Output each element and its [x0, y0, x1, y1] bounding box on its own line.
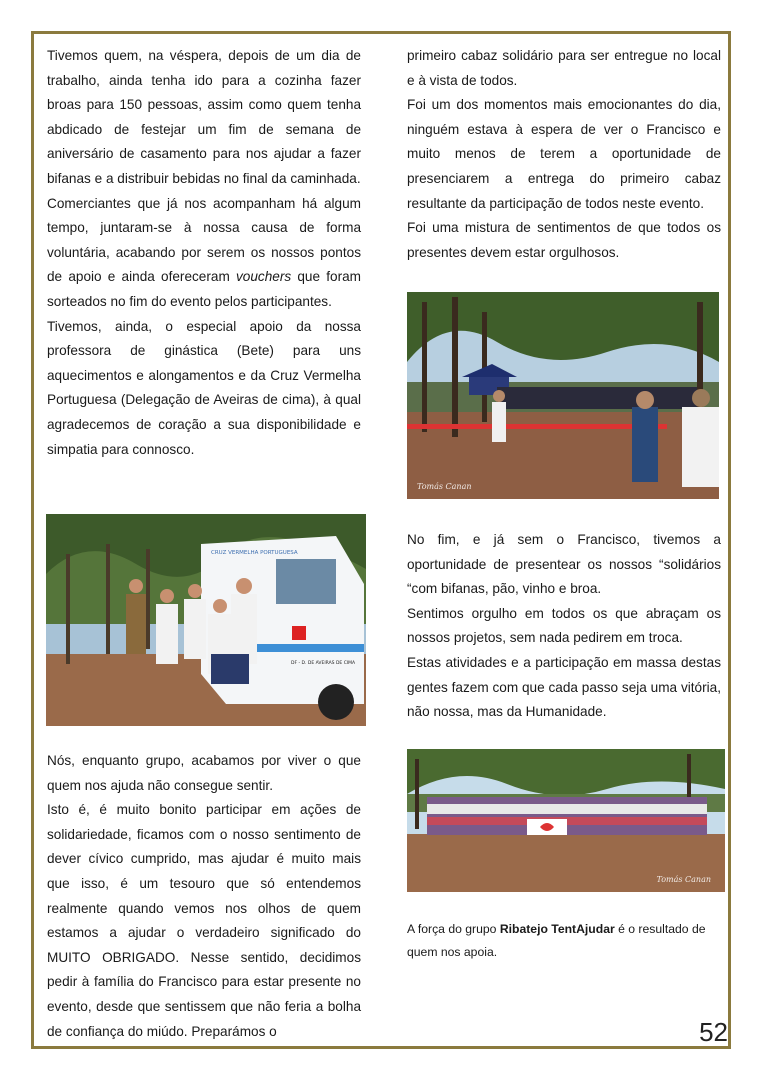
paragraph-first-basket: primeiro cabaz solidário para ser entregue no local e à vista de todos.: [407, 48, 721, 88]
photo-caption: A força do grupo Ribatejo TentAjudar é o resultado de quem nos apoia.: [407, 922, 706, 959]
paragraph-thanks-participants: No fim, e já sem o Francisco, tivemos a oportunidade de presentear os nossos “solidários “com bifanas, pão, vinho e broa.: [407, 532, 721, 597]
paragraph-group-feeling: Nós, enquanto grupo, acabamos por viver o que quem nos ajuda não consegue sentir.: [47, 753, 361, 793]
paragraph-pride: Sentimos orgulho em todos os que abraçam os nossos projetos, sem nada pedirem em troca.: [407, 605, 721, 646]
right-column-middle: [407, 528, 721, 725]
photo-watermark: Tomás Canan: [656, 875, 711, 884]
paragraph-solidarity: Isto é, é muito bonito participar em ações de solidariedade, ficamos com o nosso sentimento de dever cívico cumprido, mas ajudar é muito mais que isso, é um tesouro que só entendemos realmente quando vemos nos olhos de quem estamos a ajudar o verdadeiro significado do MUITO OBRIGADO. Nesse sentido, decidimos pedir à família do Francisco para estar presente no evento, desde que sentissem que não feria a bolha de confiança do miúdo. Preparámos o: [47, 802, 361, 1039]
ambulance-plate-text: DF - D. DE AVEIRAS DE CIMA: [291, 661, 356, 666]
group-name: Ribatejo TentAjudar: [499, 922, 615, 936]
vouchers-emphasis: vouchers: [235, 269, 292, 285]
paragraph-support: Tivemos, ainda, o especial apoio da nossa professora de ginástica (Bete) para uns aquecimentos e alongamentos e da Cruz Vermelha Portuguesa (Delegação de Aveiras de cima), à qual agradecemos de coração a sua disponibilidade e simpatia para connosco.: [47, 318, 361, 457]
right-column-top: [407, 44, 721, 265]
ambulance-text: CRUZ VERMELHA PORTUGUESA: [211, 550, 298, 556]
photo-crowd-forest: [407, 292, 719, 499]
page-number: 52: [699, 1017, 728, 1047]
paragraph-volunteers: Tivemos quem, na véspera, depois de um dia de trabalho, ainda tenha ido para a cozinha fazer broas para 150 pessoas, assim como quem tenha abdicado de festejar um fim de semana de aniversário de casamento para nos ajudar a fazer bifanas e a distribuir bebidas no final da caminhada.: [47, 48, 361, 186]
photo-group: [407, 749, 725, 892]
photo-watermark: Tomás Canan: [417, 482, 472, 491]
paragraph-victory: Estas atividades e a participação em massa destas gentes fazem com que cada passo seja uma vitória, não nossa, mas da Humanidade.: [407, 654, 721, 720]
paragraph-merchants: Comerciantes que já nos acompanham há algum tempo, juntaram-se à nossa causa de forma voluntária, acabando por serem os nossos pontos de apoio e ainda ofereceram vouchers que foram sorteados no fim do evento pelos participantes.: [47, 195, 361, 309]
left-column-top: [47, 44, 361, 462]
left-column-bottom: [47, 749, 361, 1044]
paragraph-mixed-feelings: Foi uma mistura de sentimentos de que todos os presentes devem estar orgulhosos.: [407, 220, 721, 260]
photo-ambulance-group: [46, 514, 366, 726]
paragraph-emotional-moment: Foi um dos momentos mais emocionantes do dia, ninguém estava à espera de ver o Francisco e muito menos de terem a oportunidade de presenciarem a entrega do primeiro cabaz resultante da participação de todos neste evento.: [407, 97, 721, 211]
